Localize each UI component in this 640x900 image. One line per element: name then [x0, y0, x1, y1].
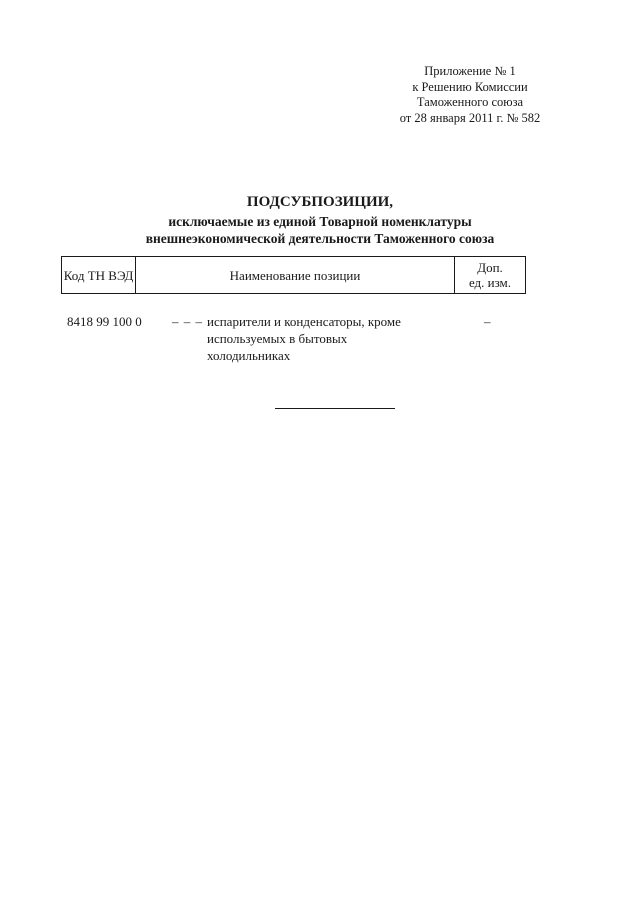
row-description-line3: холодильниках [207, 348, 291, 363]
table-header [61, 256, 526, 294]
end-divider [275, 408, 395, 409]
row-description-line2: используемых в бытовых [207, 331, 348, 346]
header-unit-line2: ед. изм. [468, 275, 512, 290]
header-code: Код ТН ВЭД [62, 257, 136, 293]
annex-date: от 28 января 2011 г. № 582 [399, 110, 541, 125]
row-unit: – [484, 314, 491, 329]
annex-union: Таможенного союза [416, 95, 524, 109]
document-title: ПОДСУБПОЗИЦИИ, [246, 194, 394, 210]
annex-number: Приложение № 1 [424, 64, 516, 78]
header-unit-line1: Доп. [477, 260, 503, 275]
document-subtitle-line1: исключаемые из единой Товарной номенклатуры [168, 214, 472, 229]
row-description [207, 313, 447, 364]
row-description-line1: испарители и конденсаторы, кроме [207, 314, 401, 329]
row-dashes: – – – [172, 314, 203, 329]
header-unit [455, 257, 525, 293]
header-name: Наименование позиции [136, 257, 455, 293]
document-heading [60, 193, 580, 247]
document-subtitle-line2: внешнеэкономической деятельности Таможенного союза [145, 231, 495, 246]
row-code: 8418 99 100 0 [67, 314, 142, 329]
annex-reference [380, 64, 560, 126]
annex-decision: к Решению Комиссии [412, 79, 528, 94]
